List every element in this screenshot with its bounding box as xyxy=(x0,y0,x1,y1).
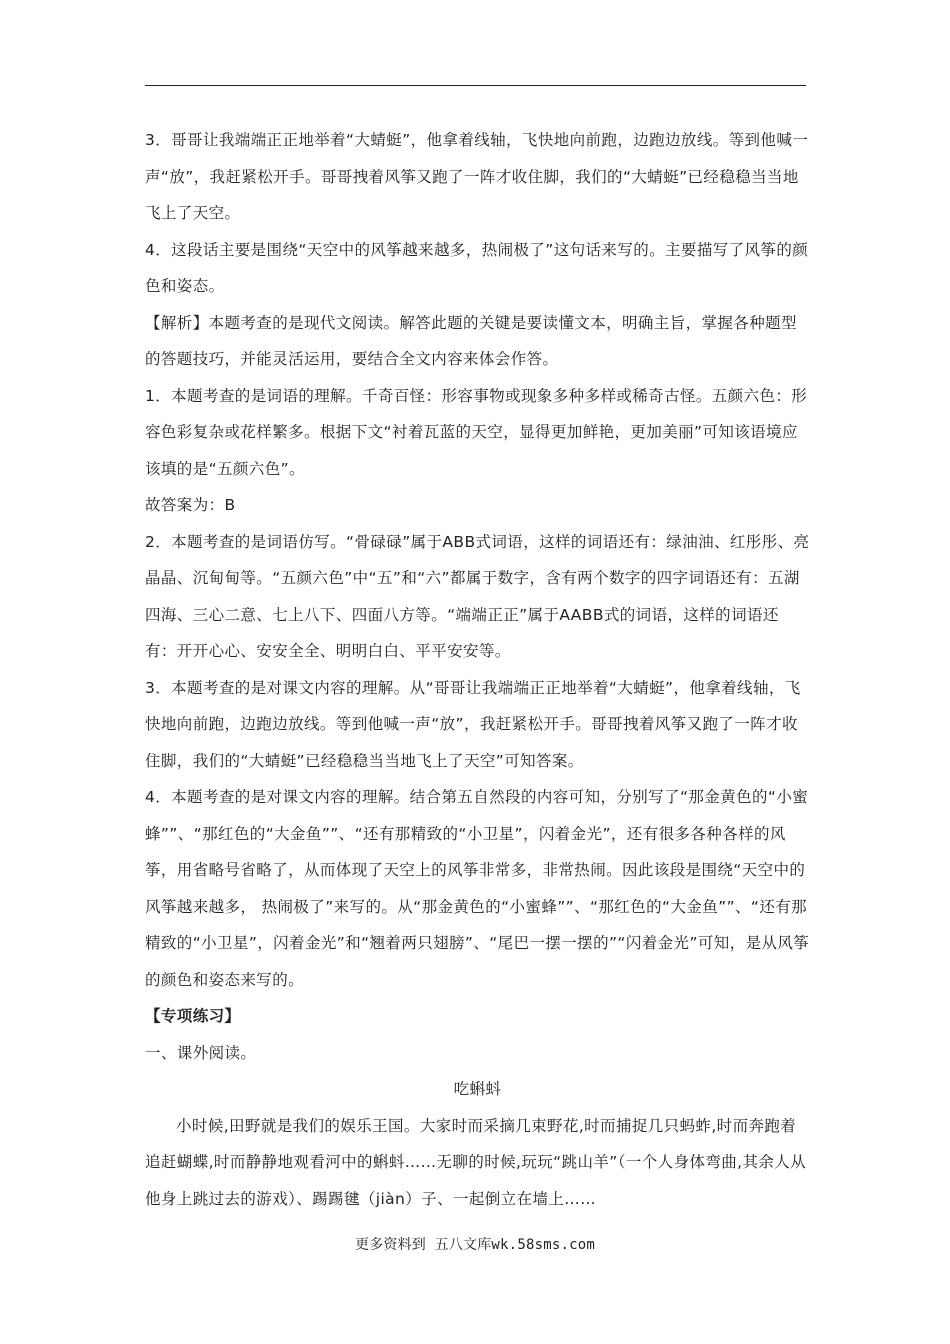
analysis-intro xyxy=(145,305,810,378)
answer-3: 3．哥哥让我端端正正地举着“大蜻蜓”，他拿着线轴，飞快地向前跑，边跑边放线。等到他喊一声“放”，我赶紧松开手。哥哥拽着风筝又跑了一阵才收住脚，我们的“大蜻蜓”已经稳稳当当地飞上了天空。 xyxy=(145,131,809,222)
story xyxy=(145,1108,810,1218)
practice-heading: 【专项练习】 xyxy=(145,1007,241,1025)
story-title: 吃蝌蚪 xyxy=(453,1080,502,1098)
analysis-item-1: 1．本题考查的是词语的理解。千奇百怪：形容事物或现象多种多样或稀奇古怪。五颜六色：形容色彩复杂或花样繁多。根据下文“衬着瓦蓝的天空，显得更加鲜艳，更加美丽”可知该语境应该填的是“五颜六色”。 xyxy=(145,386,808,478)
footer-text: 更多资料到 五八文库wk.58sms.com xyxy=(355,1237,595,1253)
analysis-item-3: 3．本题考查的是对课文内容的理解。从“哥哥让我端端正正地举着“大蜻蜓”，他拿着线轴，飞快地向前跑，边跑边放线。等到他喊一声“放”，我赶紧松开手。哥哥拽着风筝又跑了一阵才收住脚，我们的“大蜻蜓”已经稳稳当当地飞上了天空”可知答案。 xyxy=(145,678,801,770)
analysis-item-4: 4．本题考查的是对课文内容的理解。结合第五自然段的内容可知，分别写了“那金黄色的“小蜜蜂””、“那红色的“大金鱼””、“还有那精致的“小卫星”，闪着金光”，还有很多各种各样的风筝，用省略号省略了，从而体现了天空上的风筝非常多，非常热闹。因此该段是围绕“天空中的风筝越来越多， 热闹极了”来写的。从“那金黄色的“小蜜蜂””、“那红色的“大金鱼””、“还有那精致的“小卫星”，闪着金光”和“翘着两只翅膀”、“尾巴一摆一摆的”“闪着金光”可知，是从风筝的颜色和姿态来写的。 xyxy=(145,788,810,989)
analysis-intro-text: 本题考查的是现代文阅读。解答此题的关键是要读懂文本，明确主旨，掌握各种题型的答题技巧，并能灵活运用，要结合全文内容来体会作答。 xyxy=(145,313,797,368)
story-paragraph: 小时候,田野就是我们的娱乐王国。大家时而采摘几束野花,时而捕捉几只蚂蚱,时而奔跑着追赶蝴蝶,时而静静地观看河中的蝌蚪……无聊的时候,玩玩“跳山羊”（一个人身体弯曲,其余人从他身上跳过去的游戏）、踢踢毽（jiàn）子、一起倒立在墙上…… xyxy=(145,1116,807,1208)
analysis-label: 【解析】 xyxy=(145,313,209,332)
answer-4: 4．这段话主要是围绕“天空中的风筝越来越多，热闹极了”这句话来写的。主要描写了风筝的颜色和姿态。 xyxy=(145,240,809,295)
analysis-answer-b: 故答案为：B xyxy=(145,496,236,514)
practice-section: 一、课外阅读。 xyxy=(145,1043,257,1062)
header-rule xyxy=(145,85,806,86)
document-body xyxy=(145,122,810,1217)
analysis-item-2: 2．本题考查的是词语仿写。“骨碌碌”属于ABB式词语，这样的词语还有：绿油油、红彤彤、亮晶晶、沉甸甸等。“五颜六色”中“五”和“六”都属于数字，含有两个数字的四字词语还有：五湖四海、三心二意、七上八下、四面八方等。“端端正正”属于AABB式的词语，这样的词语还有：开开心心、安安全全、明明白白、平平安安等。 xyxy=(145,532,810,660)
